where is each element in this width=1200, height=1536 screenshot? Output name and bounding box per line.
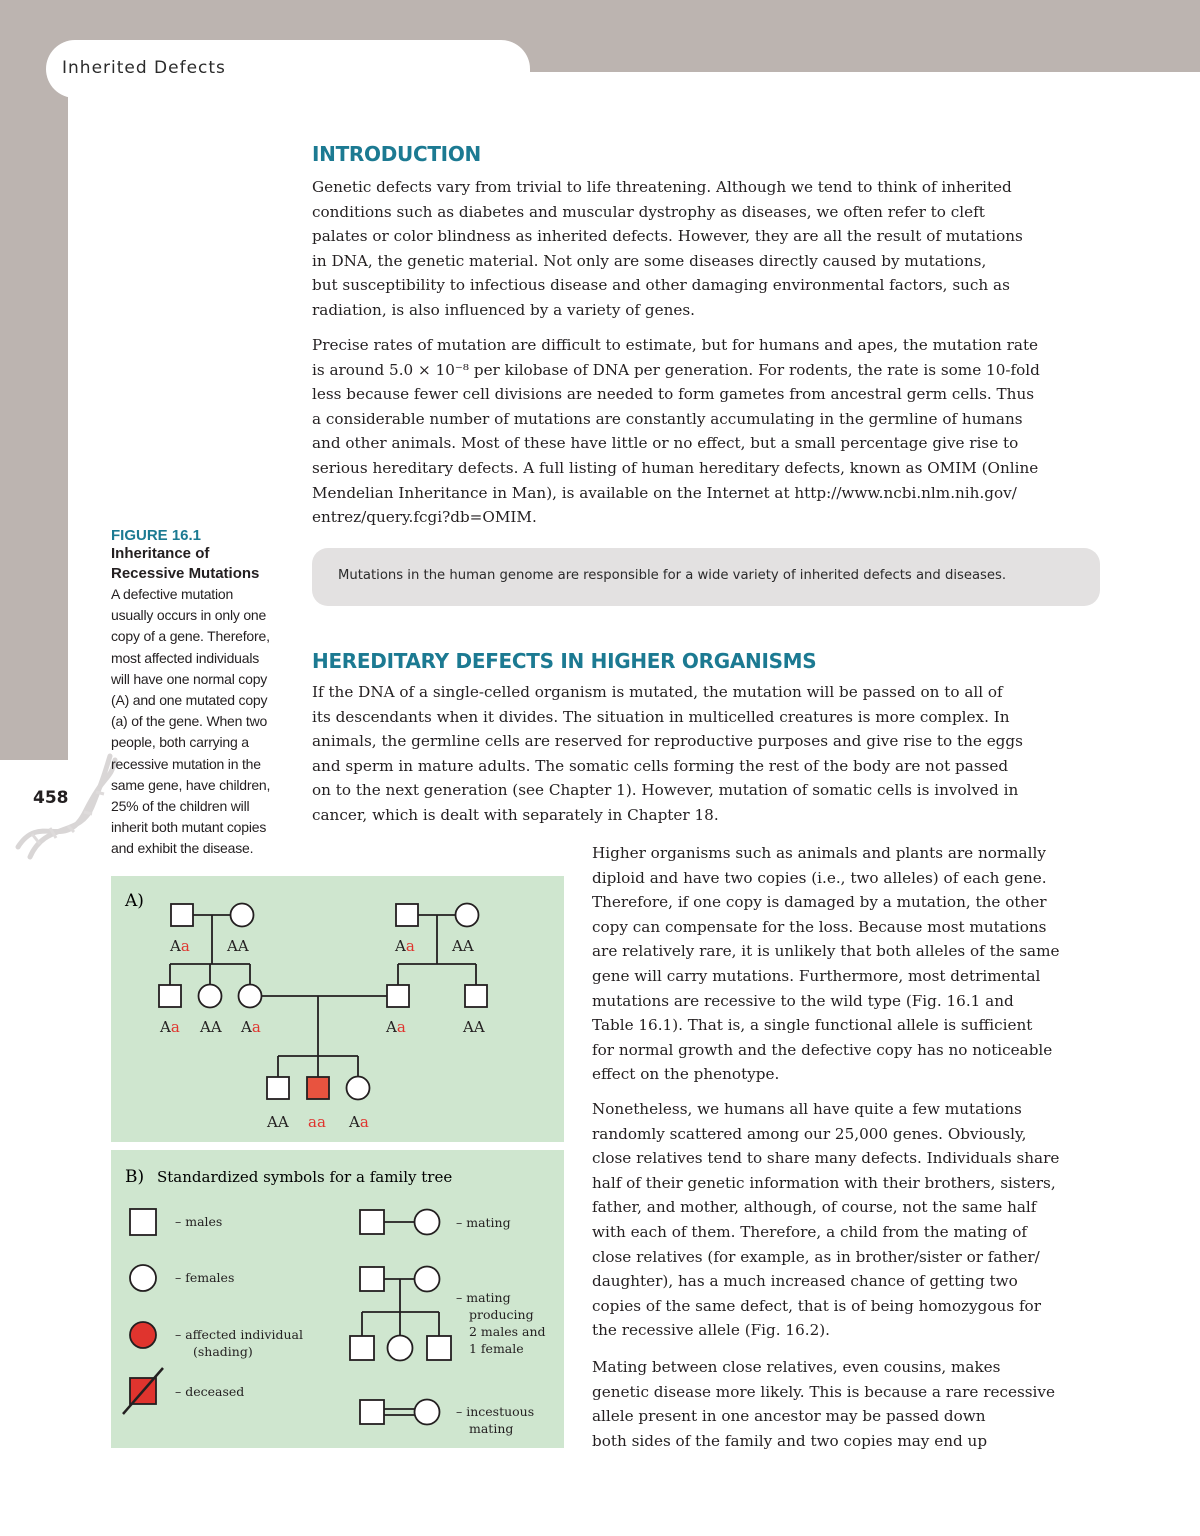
- intro-paragraph-2: Precise rates of mutation are difficult to estimate, but for humans and apes, the mutation rate is around 5.0 × 10⁻⁸ per kilobase of DNA per generation. For rodents, the rate is some 10-fold less because fewer cell divisions are needed to form gametes from ancestral germ cells. Thus a considerable number of mutations are constantly accumulating in the germline of humans and other animals. Most of these have little or no effect, but a small percentage give rise to serious hereditary defects. A full listing of human hereditary defects, known as OMIM (Online Mendelian Inheritance in Man), is available on the Internet at http://www.ncbi.nlm.nih.gov/ entrez/query.fcgi?db=OMIM.: [312, 336, 1040, 527]
- male-symbol: [465, 985, 487, 1007]
- male-symbol: [396, 904, 418, 926]
- legend-label: – mating: [456, 1290, 511, 1305]
- genotype-label: Aa: [386, 1018, 406, 1036]
- genotype-label: Aa: [170, 937, 190, 955]
- legend-label: – incestuous: [456, 1404, 535, 1419]
- page-number: 458: [33, 788, 69, 808]
- legend-label: – affected individual: [175, 1327, 303, 1342]
- figure-title-line: Inheritance of: [111, 545, 210, 562]
- legend-label: – females: [175, 1270, 235, 1285]
- pedigree-panel-a: [111, 876, 564, 1142]
- legend-label: – males: [175, 1214, 223, 1229]
- affected-symbol: [130, 1322, 156, 1348]
- symbol-legend: [111, 1150, 564, 1448]
- male-symbol: [171, 904, 193, 926]
- hereditary-heading: HEREDITARY DEFECTS IN HIGHER ORGANISMS: [312, 649, 817, 673]
- male-symbol: [387, 985, 409, 1007]
- intro-heading: INTRODUCTION: [312, 142, 481, 166]
- legend-label: mating: [469, 1421, 514, 1436]
- female-symbol: [199, 985, 222, 1008]
- pedigree-diagram: [111, 876, 564, 1142]
- female-symbol: [415, 1267, 440, 1292]
- hereditary-paragraph-3: Nonetheless, we humans all have quite a few mutations randomly scattered among our 25,000 genes. Obviously, close relatives tend to share many defects. Individuals share half of their genetic information with their brothers, sisters, father, and mother, although, of course, not the same half with each of them. Therefore, a child from the mating of close relatives (for example, as in brother/sister or father/ daughter), has a much increased chance of getting two copies of the same defect, that is of being homozygous for the recessive allele (Fig. 16.2).: [592, 1100, 1060, 1340]
- intro-paragraph-1: Genetic defects vary from trivial to life threatening. Although we tend to think of inherited conditions such as diabetes and muscular dystrophy as diseases, we often refer to cleft palates or color blindness as inherited defects. However, they are all the result of mutations in DNA, the genetic material. Not only are some diseases directly caused by mutations, but susceptibility to infectious disease and other damaging environmental factors, such as radiation, is also influenced by a variety of genes.: [312, 178, 1023, 319]
- male-symbol: [360, 1210, 384, 1234]
- female-symbol: [456, 904, 479, 927]
- panel-b-label: B): [125, 1167, 145, 1187]
- male-symbol: [427, 1336, 451, 1360]
- legend-label: 1 female: [469, 1341, 524, 1356]
- female-symbol: [415, 1400, 440, 1425]
- female-symbol: [130, 1265, 156, 1291]
- legend-label: producing: [469, 1307, 534, 1322]
- genotype-label: Aa: [349, 1113, 369, 1131]
- callout-text: Mutations in the human genome are responsible for a wide variety of inherited defects and diseases.: [338, 568, 1007, 583]
- male-symbol: [159, 985, 181, 1007]
- figure-number: FIGURE 16.1: [111, 527, 202, 544]
- genotype-label: aa: [308, 1113, 326, 1131]
- genotype-label: Aa: [160, 1018, 180, 1036]
- figure-title-line: Recessive Mutations: [111, 565, 260, 582]
- female-symbol: [347, 1077, 370, 1100]
- legend-label: 2 males and: [469, 1324, 546, 1339]
- legend-label: – deceased: [175, 1384, 245, 1399]
- female-symbol: [231, 904, 254, 927]
- female-symbol: [415, 1210, 440, 1235]
- male-symbol: [130, 1209, 156, 1235]
- figure-caption: [111, 527, 301, 860]
- figure-caption-text: A defective mutation usually occurs in only one copy of a gene. Therefore, most affected individuals will have one normal copy (A) and one mutated copy (a) of the gene. When two people, both carrying a recessive mutation in the same gene, have children, 25% of the children will inherit both mutant copies and exhibit the disease.: [111, 586, 271, 857]
- genotype-label: Aa: [395, 937, 415, 955]
- male-symbol: [360, 1267, 384, 1291]
- female-symbol: [388, 1336, 413, 1361]
- hereditary-paragraph-1: If the DNA of a single-celled organism is mutated, the mutation will be passed on to all of its descendants when it divides. The situation in multicelled creatures is more complex. In animals, the germline cells are reserved for reproductive purposes and give rise to the eggs and sperm in mature adults. The somatic cells forming the rest of the body are not passed on to the next generation (see Chapter 1). However, mutation of somatic cells is involved in cancer, which is dealt with separately in Chapter 18.: [312, 683, 1023, 824]
- affected-male-symbol: [307, 1077, 329, 1099]
- running-head: Inherited Defects: [62, 58, 226, 78]
- male-symbol: [267, 1077, 289, 1099]
- key-point-callout: [312, 548, 1100, 606]
- genotype-label: Aa: [241, 1018, 261, 1036]
- panel-a-label: A): [125, 891, 144, 911]
- genotype-label: AA: [267, 1113, 289, 1131]
- hereditary-paragraph-4: Mating between close relatives, even cousins, makes genetic disease more likely. This is because a rare recessive allele present in one ancestor may be passed down both sides of the family and two copies may end up: [592, 1358, 1055, 1450]
- genotype-label: AA: [452, 937, 474, 955]
- legend-title: Standardized symbols for a family tree: [157, 1168, 453, 1186]
- male-symbol: [350, 1336, 374, 1360]
- pedigree-legend-panel-b: [111, 1150, 564, 1448]
- side-band: [0, 0, 68, 760]
- hereditary-paragraph-2: Higher organisms such as animals and plants are normally diploid and have two copies (i.e., two alleles) of each gene. Therefore, if one copy is damaged by a mutation, the other copy can compensate for the loss. Because most mutations are relatively rare, it is unlikely that both alleles of the same gene will carry mutations. Furthermore, most detrimental mutations are recessive to the wild type (Fig. 16.1 and Table 16.1). That is, a single functional allele is sufficient for normal growth and the defective copy has no noticeable effect on the phenotype.: [592, 844, 1060, 1084]
- genotype-label: AA: [200, 1018, 222, 1036]
- male-symbol: [360, 1400, 384, 1424]
- genotype-label: AA: [227, 937, 249, 955]
- legend-label: – mating: [456, 1215, 511, 1230]
- genotype-label: AA: [463, 1018, 485, 1036]
- legend-label: (shading): [193, 1344, 253, 1359]
- female-symbol: [239, 985, 262, 1008]
